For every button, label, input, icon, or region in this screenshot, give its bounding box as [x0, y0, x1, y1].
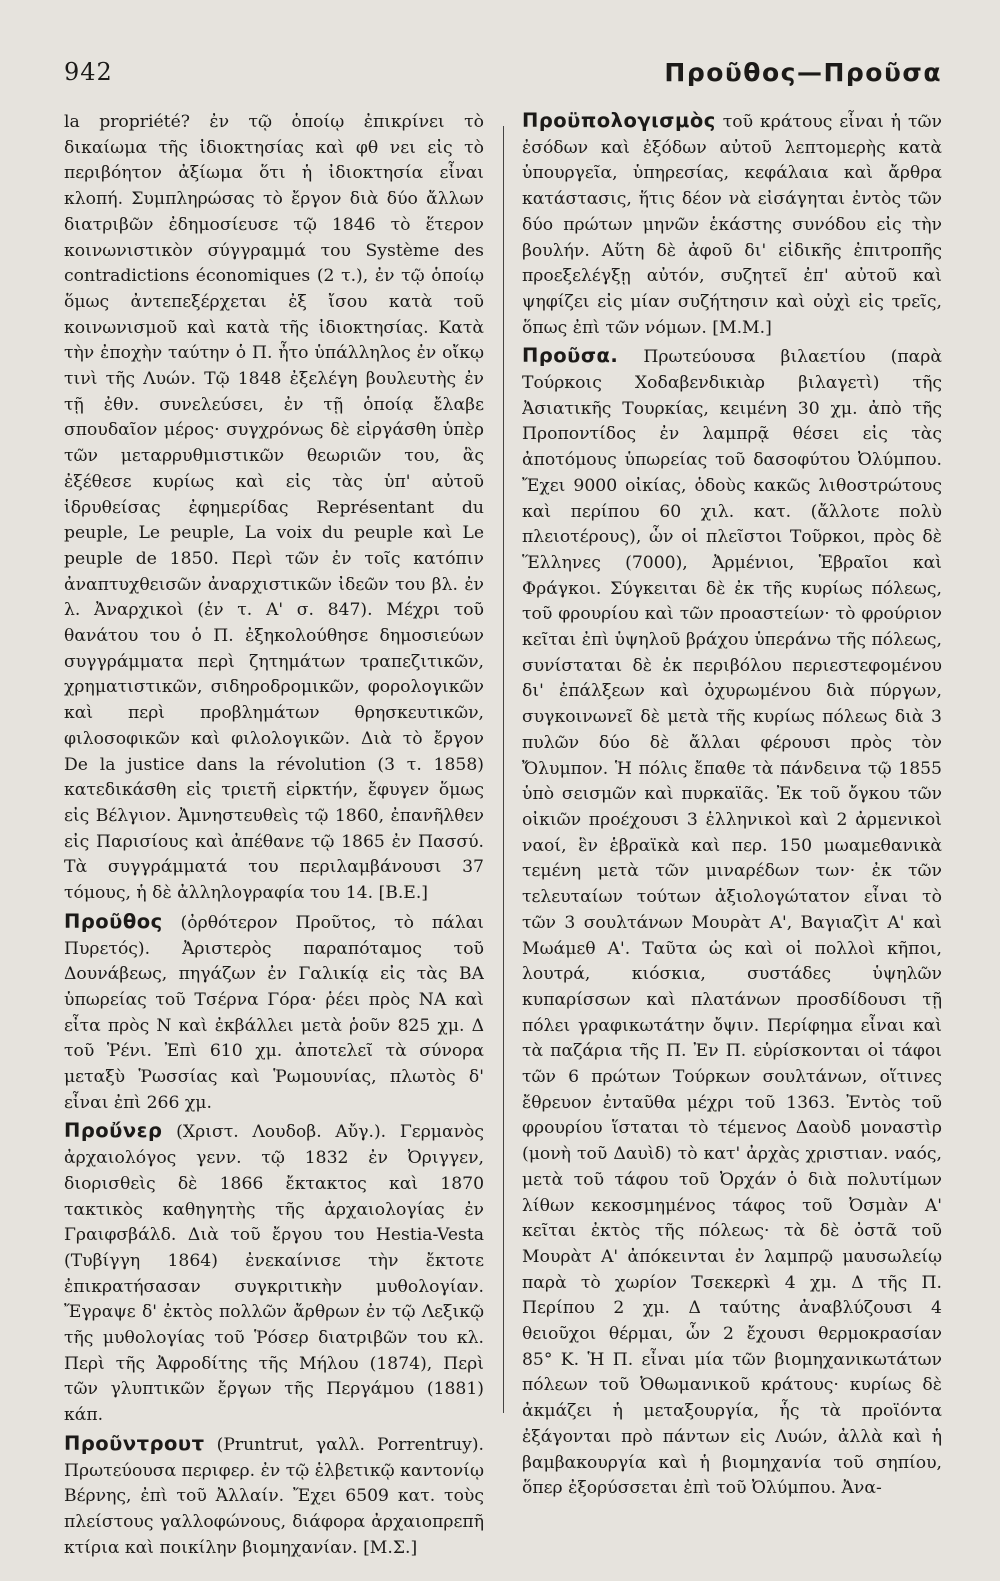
page-header	[64, 58, 942, 98]
entry-text: τοῦ κράτους εἶναι ἡ τῶν ἐσόδων καὶ ἐξόδων αὐτοῦ λεπτομερὴς κατὰ ὑπουργεῖα, ὑπηρεσίας, κεφάλαια καὶ ἄρθρα κατάστασις, ἥτις δέον νὰ εἰσάγηται ἐντὸς τῶν δύο πρώτων μηνῶν ἑκάστης συνόδου εἰς τὴν βουλήν. Αὕτη δὲ ἀφοῦ δι' εἰδικῆς ἐπιτροπῆς προεξελέγξῃ αὐτόν, συζητεῖ ἐπ' αὐτοῦ καὶ ψηφίζει εἰς μίαν συζήτησιν καὶ οὐχὶ εἰς τρεῖς, ὅπως ἐπὶ τῶν νόμων. [Μ.Μ.]	[522, 112, 942, 338]
entry-text: (Pruntrut, γαλλ. Porrentruy). Πρωτεύουσα περιφερ. ἐν τῷ ἑλβετικῷ καντονίῳ Βέρνης, ἐπὶ τοῦ Ἀλλαίν. Ἔχει 6509 κατ. τοὺς πλείστους γαλλοφώνους, διάφορα ἀρχαιοπρεπῆ κτίρια καὶ ποικίλην βιομηχανίαν. [Μ.Σ.]	[64, 1434, 484, 1558]
entry-headword: Προὔνερ	[64, 1119, 163, 1143]
right-column	[522, 108, 942, 1563]
entry-text: (ὀρθότερον Προῦτος, τὸ πάλαι Πυρετός). Ἀριστερὸς παραπόταμος τοῦ Δουνάβεως, πηγάζων ἐν Γαλικίᾳ εἰς τὰς ΒΑ ὑπωρείας τοῦ Τσέρνα Γόρα· ῥέει πρὸς ΝΑ καὶ εἶτα πρὸς Ν καὶ ἐκβάλλει μετὰ ῥοῦν 825 χμ. Δ τοῦ Ῥένι. Ἐπὶ 610 χμ. ἀποτελεῖ τὰ σύνορα μεταξὺ Ῥωσσίας καὶ Ῥωμουνίας, πλωτὸς δ' εἶναι ἐπὶ 266 χμ.	[64, 912, 484, 1113]
entry-continuation	[64, 108, 484, 907]
entry-headword: Προῦσα.	[522, 344, 619, 368]
entry-headword: Προϋπολογισμὸς	[522, 109, 716, 132]
entry-text: (Χριστ. Λουδοβ. Αὔγ.). Γερμανὸς ἀρχαιολόγος γενν. τῷ 1832 ἐν Ὀριγγεν, διορισθεὶς δὲ 1866 ἔκτακτος καὶ 1870 τακτικὸς καθηγητὴς τῆς ἀρχαιολογίας ἐν Γραιφσβάλδ. Διὰ τοῦ ἔργου του Hestia-Vesta (Τυβίγγη 1864) ἐνεκαίνισε τὴν ἔκτοτε ἐπικρατήσασαν συγκριτικὴν μυθολογίαν. Ἔγραψε δ' ἐκτὸς πολλῶν ἄρθρων ἐν τῷ Λεξικῷ τῆς μυθολογίας τοῦ Ῥόσερ διατριβῶν του κλ. Περὶ τῆς Ἀφροδίτης τῆς Μήλου (1874), Περὶ τῶν γλυπτικῶν ἔργων τῆς Περγάμου (1881) κάπ.	[64, 1122, 484, 1426]
left-column	[64, 108, 484, 1563]
entry-proyner	[64, 1118, 484, 1428]
entry-prousa	[522, 343, 942, 1502]
entry-headword: Προῦθος	[64, 909, 163, 933]
running-head: Προῦθος—Προῦσα	[664, 58, 942, 87]
entry-text: la propriété? ἐν τῷ ὁποίῳ ἐπικρίνει τὸ δικαίωμα τῆς ἰδιοκτησίας καὶ φθ νει εἰς τὸ περιβόητον ἀξίωμα ὅτι ἡ ἰδιοκτησία εἶναι κλοπή. Συμπληρώσας τὸ ἔργον διὰ δύο ἄλλων διατριβῶν ἐδημοσίευσε τῷ 1846 τὸ ἕτερον κοινωνιστικὸν σύγγραμμά του Système des contradictions économiques (2 τ.), ἐν τῷ ὁποίῳ ὅμως ἀντεπεξέρχεται ἐξ ἴσου κατὰ τοῦ κοινωνισμοῦ καὶ κατὰ τῆς ἰδιοκτησίας. Κατὰ τὴν ἐποχὴν ταύτην ὁ Π. ἦτο ὑπάλληλος ἐν οἴκῳ τινὶ τῆς Λυών. Τῷ 1848 ἐξελέγη βουλευτὴς ἐν τῇ ἐθν. συνελεύσει, ἐν τῇ ὁποίᾳ ἔλαβε σπουδαῖον μέρος· συγχρόνως δὲ εἰργάσθη ὑπὲρ τῶν μεταρρυθμιστικῶν θεωριῶν του, ἃς ἐξέθεσε κυρίως καὶ εἰς τὰς ὑπ' αὐτοῦ ἱδρυθείσας ἐφημερίδας Représentant du peuple, Le peuple, La voix du peuple καὶ Le peuple de 1850. Περὶ τῶν ἐν τοῖς κατόπιν ἀναπτυχθεισῶν ἀναρχιστικῶν ἰδεῶν του βλ. ἐν λ. Ἀναρχικοὶ (ἐν τ. Α' σ. 847). Μέχρι τοῦ θανάτου του ὁ Π. ἐξηκολούθησε δημοσιεύων συγγράμματα περὶ ζητημάτων τραπεζιτικῶν, χρηματιστικῶν, σιδηροδρομικῶν, φορολογικῶν καὶ περὶ προβλημάτων θρησκευτικῶν, φιλοσοφικῶν καὶ φιλολογικῶν. Διὰ τὸ ἔργον De la justice dans la révolution (3 τ. 1858) κατεδικάσθη εἰς τριετῆ εἱρκτήν, ἔφυγεν ὅμως εἰς Βέλγιον. Ἀμνηστευθεὶς τῷ 1860, ἐπανῆλθεν εἰς Παρισίους καὶ ἀπέθανε τῷ 1865 ἐν Πασσύ. Τὰ συγγράμματά του περιλαμβάνουσι 37 τόμους, ἡ δὲ ἀλληλογραφία του 14. [Β.Ε.]	[64, 112, 484, 904]
entry-prouthos	[64, 909, 484, 1117]
entry-prountrout	[64, 1431, 484, 1562]
text-columns	[64, 108, 942, 1563]
page-number: 942	[64, 58, 113, 86]
column-divider	[503, 126, 504, 1413]
entry-proypologismos	[522, 108, 942, 341]
entry-text: Πρωτεύουσα βιλαετίου (παρὰ Τούρκοις Χοδαβενδικιὰρ βιλαγετὶ) τῆς Ἀσιατικῆς Τουρκίας, κειμένη 30 χμ. ἀπὸ τῆς Προποντίδος ἐν λαμπρᾷ θέσει εἰς τὰς ἀποτόμους ὑπωρείας τοῦ δασοφύτου Ὀλύμπου. Ἔχει 9000 οἰκίας, ὁδοὺς κακῶς λιθοστρώτους καὶ περίπου 60 χιλ. κατ. (ἄλλοτε πολὺ πλειοτέρους), ὧν οἱ πλεῖστοι Τοῦρκοι, πρὸς δὲ Ἕλληνες (7000), Ἀρμένιοι, Ἑβραῖοι καὶ Φράγκοι. Σύγκειται δὲ ἐκ τῆς κυρίως πόλεως, τοῦ φρουρίου καὶ τῶν προαστείων· τὸ φρούριον κεῖται ἐπὶ ὑψηλοῦ βράχου ὑπεράνω τῆς πόλεως, συνίσταται δὲ ἐκ περιβόλου περιεστεφομένου δι' ἐπάλξεων καὶ ὀχυρωμένου διὰ πύργων, συγκοινωνεῖ δὲ μετὰ τῆς κυρίως πόλεως διὰ 3 πυλῶν δύο δὲ ἄλλαι φέρουσι πρὸς τὸν Ὄλυμπον. Ἡ πόλις ἔπαθε τὰ πάνδεινα τῷ 1855 ὑπὸ σεισμῶν καὶ πυρκαϊᾶς. Ἐκ τοῦ ὄγκου τῶν οἰκιῶν προέχουσι 3 ἑλληνικοὶ καὶ 2 ἀρμενικοὶ ναοί, ἓν ἑβραϊκὰ καὶ περ. 150 μωαμεθανικὰ τεμένη μετὰ τῶν μιναρέδων των· ἐκ τῶν τελευταίων τούτων ἀξιολογώτατον εἶναι τὸ τῶν 3 σουλτάνων Μουρὰτ Α', Βαγιαζὶτ Α' καὶ Μωάμεθ Α'. Ταῦτα ὡς καὶ οἱ πολλοὶ κῆποι, λουτρά, κιόσκια, συστάδες ὑψηλῶν κυπαρίσσων καὶ πλατάνων προσδίδουσι τῇ πόλει γραφικωτάτην ὄψιν. Περίφημα εἶναι καὶ τὰ παζάρια τῆς Π. Ἐν Π. εὑρίσκονται οἱ τάφοι τῶν 6 πρώτων Τούρκων σουλτάνων, οἵτινες ἔθρευον ἐνταῦθα μέχρι τοῦ 1363. Ἐντὸς τοῦ φρουρίου ἵσταται τὸ τέμενος Δαοὺδ μοναστὶρ (μονὴ τοῦ Δαυὶδ) τὸ κατ' ἀρχὰς χριστιαν. ναός, μετὰ τοῦ τάφου τοῦ Ὀρχάν ὁ διὰ πολυτίμων λίθων κεκοσμημένος τάφος τοῦ Ὀσμὰν Α' κεῖται ἐκτὸς τῆς πόλεως· τὰ δὲ ὀστᾶ τοῦ Μουρὰτ Α' ἀπόκεινται ἐν λαμπρῷ μαυσωλείῳ παρὰ τὸ χωρίον Τσεκερκὶ 4 χμ. Δ τῆς Π. Περίπου 2 χμ. Δ ταύτης ἀναβλύζουσι 4 θειοῦχοι θέρμαι, ὧν 2 ἔχουσι θερμοκρασίαν 85° Κ. Ἡ Π. εἶναι μία τῶν βιομηχανικωτάτων πόλεων τοῦ Ὀθωμανικοῦ κράτους· κυρίως δὲ ἀκμάζει ἡ μεταξουργία, ἧς τὰ προϊόντα ἐξάγονται πρὸ πάντων εἰς Λυών, ἀλλὰ καὶ ἡ βαμβακουργία καὶ ἡ βιομηχανία τοῦ σηπίου, ὅπερ ἐξορύσσεται ἐπὶ τοῦ Ὀλύμπου. Ἀνα-	[522, 347, 942, 1499]
entry-headword: Προῦντρουτ	[64, 1431, 205, 1455]
